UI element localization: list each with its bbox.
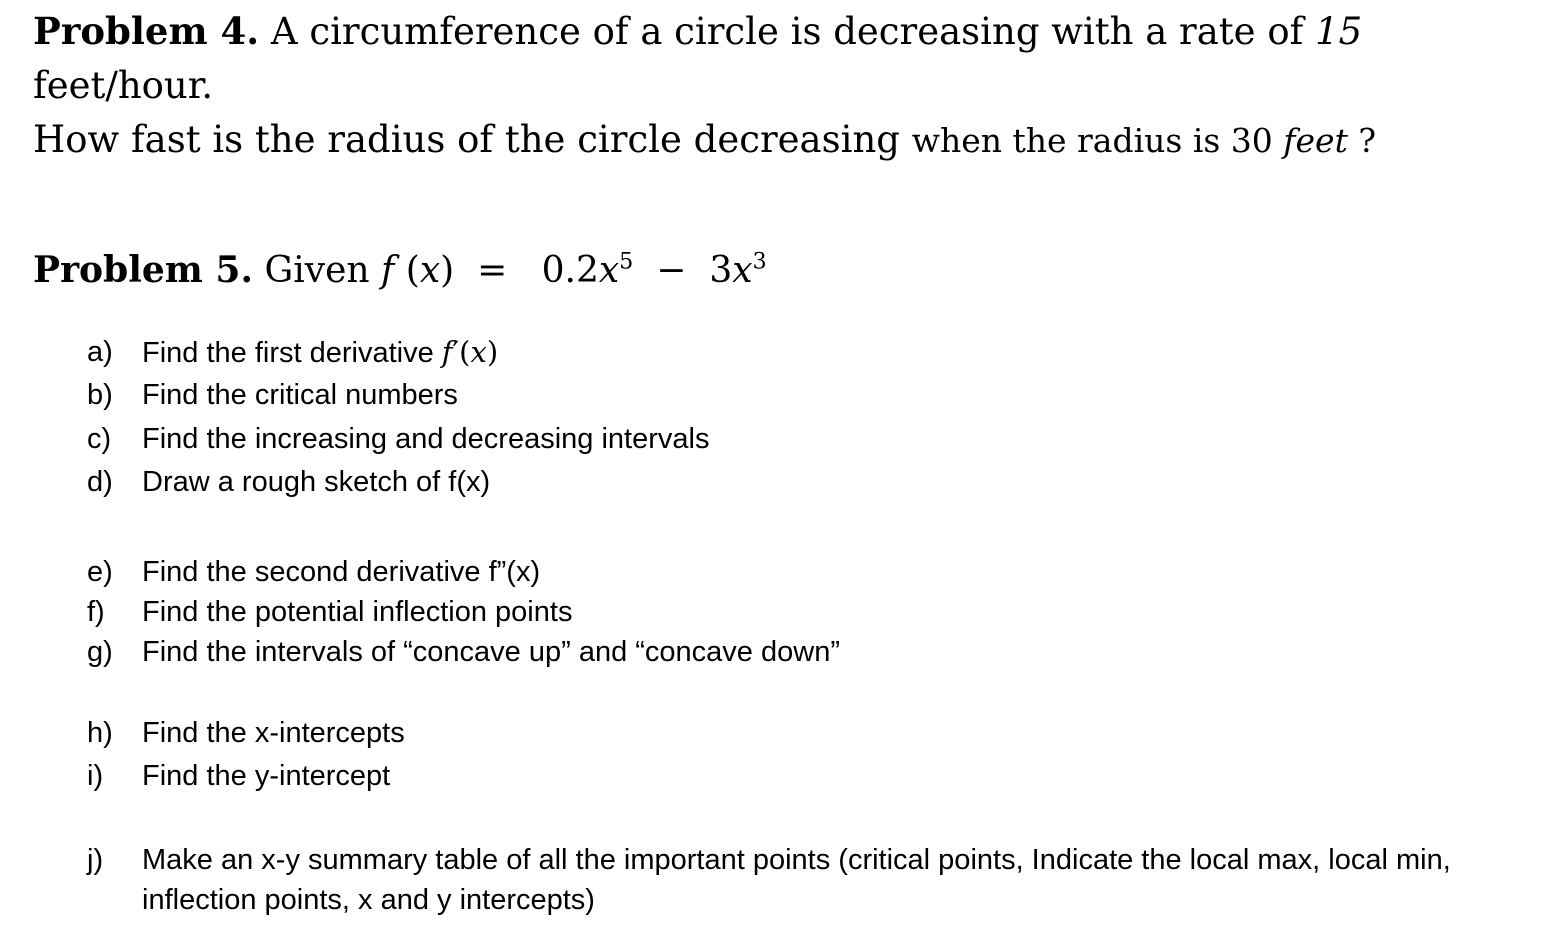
minus-sign: − — [656, 250, 687, 291]
list-item-letter: c) — [87, 423, 112, 455]
list-item-text: Make an x-y summary table of all the important points (critical points, Indicate the local max, local min, inflection points, x and y intercepts) — [142, 844, 1451, 916]
exponent-2: 3 — [752, 248, 767, 275]
list-item-text: Find the second derivative f”(x) — [142, 556, 541, 588]
list-item-letter: f) — [87, 596, 105, 628]
problem-4-line-2-part-1: How fast is the radius of the circle decreasing — [33, 118, 912, 161]
list-item-letter: e) — [87, 556, 113, 588]
list-item-text: Find the y-intercept — [142, 760, 391, 792]
problem-4-text-1: A circumference of a circle is decreasing with a rate of — [259, 10, 1316, 53]
problem-4-end: ? — [1347, 121, 1377, 160]
list-item-letter: h) — [87, 717, 113, 749]
list-item-letter: j) — [87, 844, 104, 876]
problem-4-rate-value: 15 — [1315, 10, 1363, 53]
problem-4-line-1 — [33, 4, 1533, 113]
problem-4-line-2-part-2: when the radius is 30 — [911, 121, 1284, 160]
list-item-letter: d) — [87, 466, 113, 498]
first-derivative-notation: f′(x) — [441, 335, 499, 369]
list-item-text: Find the potential inflection points — [142, 596, 573, 628]
list-item-text: Draw a rough sketch of f(x) — [142, 466, 491, 498]
problem-4-text-2: feet/hour. — [33, 64, 214, 107]
list-item-letter: b) — [87, 379, 113, 411]
problem-5-label: Problem 5. — [33, 249, 254, 291]
problem-4-unit: feet — [1283, 121, 1348, 160]
problem-5-given: Given — [253, 250, 382, 291]
coefficient-2: 3 — [709, 250, 733, 291]
problem-4-line-2 — [33, 113, 1533, 168]
list-item-letter: i) — [87, 760, 104, 792]
function-expression: f $(x) = 0.2x^5 - 3x^3$ — [381, 248, 767, 291]
problem-4-label: Problem 4. — [33, 9, 260, 53]
function-name: f — [381, 250, 395, 291]
problem-4 — [33, 4, 1533, 168]
function-variable: x — [419, 250, 441, 291]
exponent-1: 5 — [619, 248, 634, 275]
list-item-text: Find the critical numbers — [142, 379, 458, 411]
list-item-text: Find the first derivative — [142, 337, 442, 369]
list-item-text: Find the intervals of “concave up” and “concave down” — [142, 636, 840, 668]
list-item-text: Find the x-intercepts — [142, 717, 405, 749]
problem-5-heading — [33, 243, 767, 298]
list-item-text: Find the increasing and decreasing intervals — [142, 423, 710, 455]
list-item-letter: a) — [87, 336, 113, 368]
coefficient-1: 0.2 — [541, 250, 599, 291]
list-item-letter: g) — [87, 636, 113, 668]
